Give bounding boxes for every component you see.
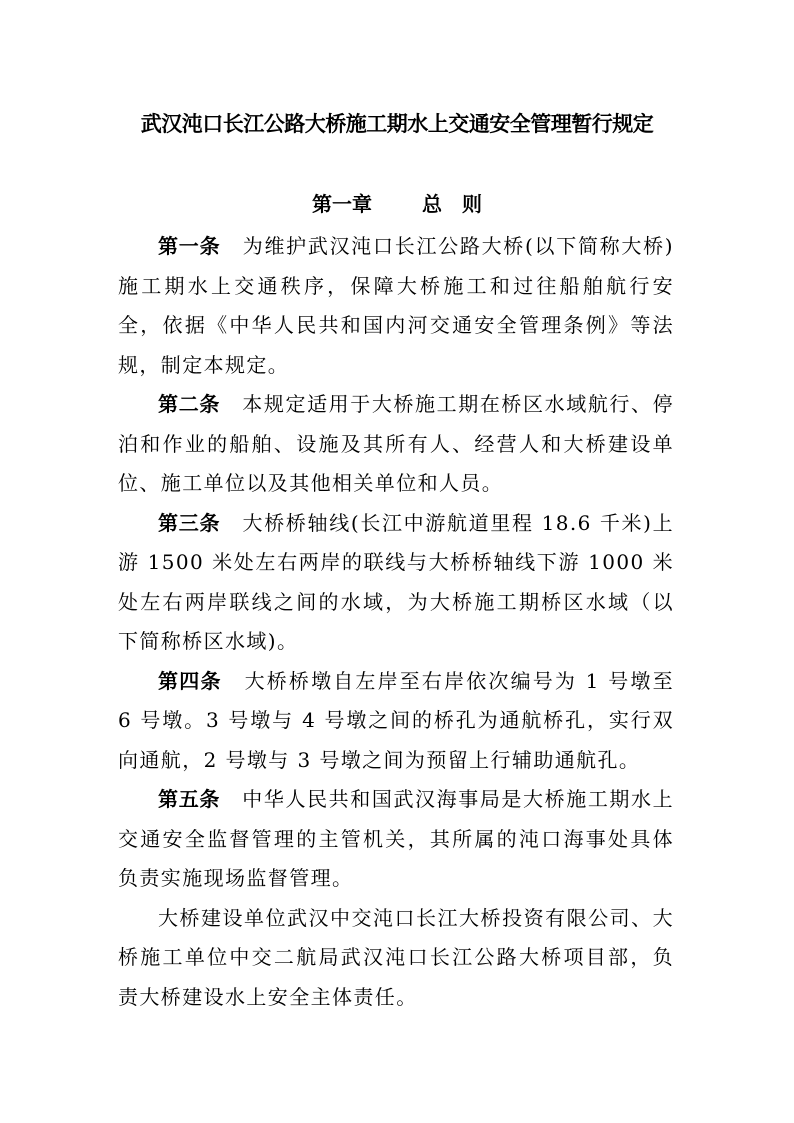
article-1 <box>118 227 674 385</box>
chapter-heading <box>0 188 794 217</box>
article-text: 大桥桥轴线(长江中游航道里程 18.6 千米)上游 1500 米处左右两岸的联线与大桥桥轴线下游 1000 米处左右两岸联线之间的水域，为大桥施工期桥区水域（以下简称桥区水域)。 <box>118 510 675 653</box>
article-text: 大桥桥墩自左岸至右岸依次编号为 1 号墩至 6 号墩。3 号墩与 4 号墩之间的桥孔为通航桥孔，实行双向通航，2 号墩与 3 号墩之间为预留上行辅助通航孔。 <box>118 668 675 772</box>
article-label: 第五条 <box>158 787 221 811</box>
article-label: 第三条 <box>158 510 221 535</box>
document-title: 武汉沌口长江公路大桥施工期水上交通安全管理暂行规定 <box>140 112 654 136</box>
article-label: 第二条 <box>158 392 221 416</box>
article-text: 为维护武汉沌口长江公路大桥(以下简称大桥)施工期水上交通秩序，保障大桥施工和过往船舶航行安全，依据《中华人民共和国内河交通安全管理条例》等法规，制定本规定。 <box>118 234 674 377</box>
article-text: 本规定适用于大桥施工期在桥区水域航行、停泊和作业的船舶、设施及其所有人、经营人和大桥建设单位、施工单位以及其他相关单位和人员。 <box>118 392 675 495</box>
article-3 <box>118 504 674 662</box>
article-label: 第四条 <box>158 668 222 693</box>
article-text: 中华人民共和国武汉海事局是大桥施工期水上交通安全监督管理的主管机关，其所属的沌口海事处具体负责实施现场监督管理。 <box>118 787 675 890</box>
article-5 <box>118 780 674 899</box>
article-2 <box>118 385 674 504</box>
article-5-paragraph-2 <box>118 899 674 1018</box>
article-4 <box>118 662 674 781</box>
document-body <box>118 227 674 1017</box>
chapter-number: 第一章 <box>312 192 372 216</box>
article-label: 第一条 <box>158 234 221 258</box>
paragraph-text: 大桥建设单位武汉中交沌口长江大桥投资有限公司、大桥施工单位中交二航局武汉沌口长江公路大桥项目部，负责大桥建设水上安全主体责任。 <box>118 905 674 1009</box>
chapter-name: 总 则 <box>422 192 482 216</box>
